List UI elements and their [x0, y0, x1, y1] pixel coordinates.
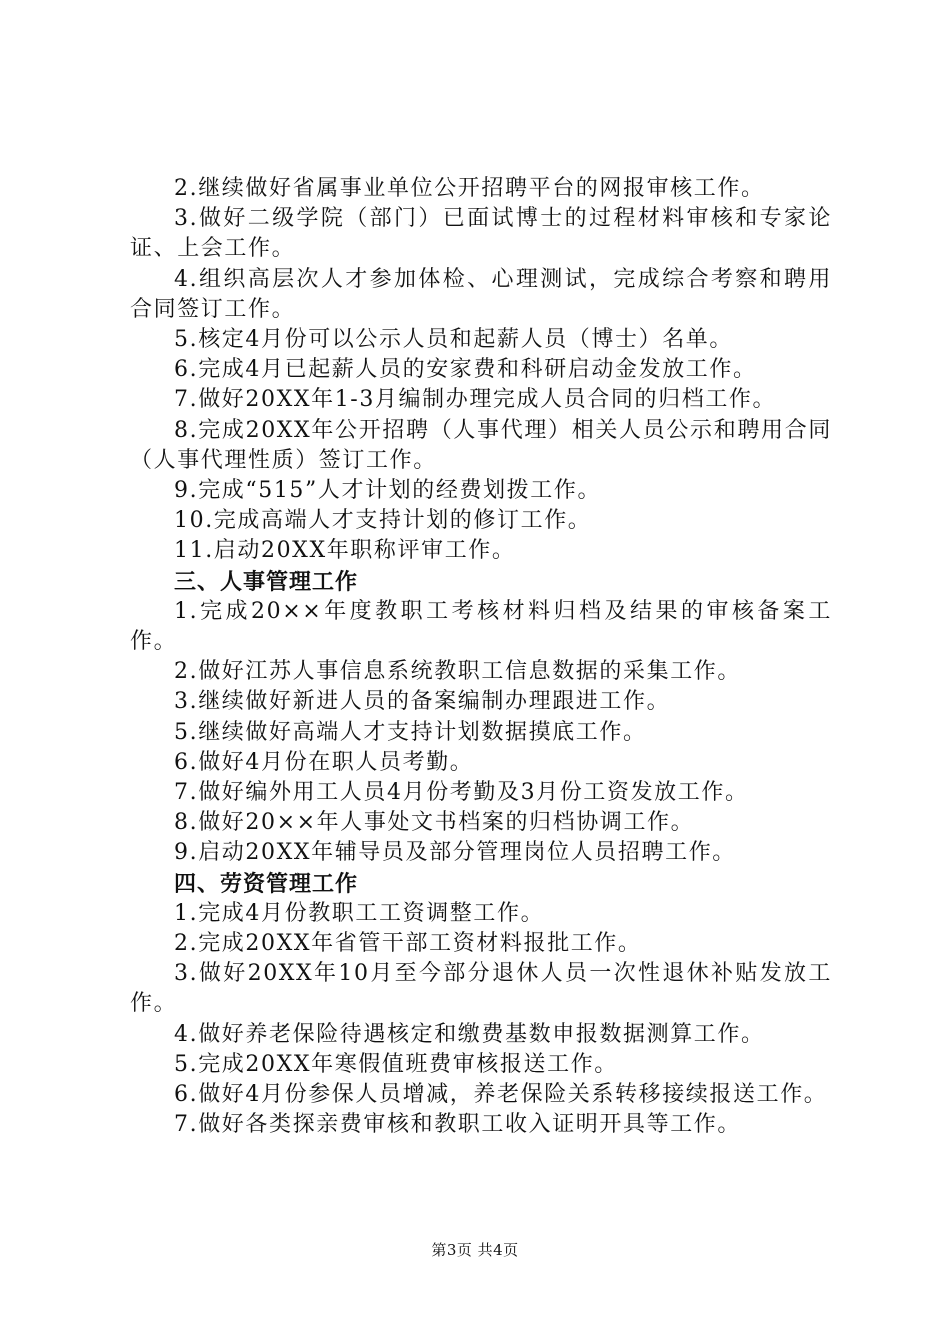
section-heading: 三、人事管理工作 [174, 568, 359, 595]
list-item: 8.做好20××年人事处文书档案的归档协调工作。 [174, 810, 695, 836]
list-item: 3.做好二级学院（部门）已面试博士的过程材料审核和专家论证、上会工作。 [130, 206, 832, 262]
list-item: 5.核定4月份可以公示人员和起薪人员（博士）名单。 [174, 327, 733, 353]
list-item: 7.做好各类探亲费审核和教职工收入证明开具等工作。 [174, 1112, 741, 1138]
page-number-label: 第3页 共4页 [431, 1241, 519, 1259]
list-item: 5.完成20XX年寒假值班费审核报送工作。 [174, 1051, 618, 1077]
page-footer [0, 1239, 950, 1260]
list-item: 1.完成4月份教职工工资调整工作。 [174, 900, 545, 926]
list-item: 9.完成“515”人才计划的经费划拨工作。 [174, 478, 602, 504]
list-item: 2.继续做好省属事业单位公开招聘平台的网报审核工作。 [174, 176, 765, 201]
list-item: 8.完成20XX年公开招聘（人事代理）相关人员公示和聘用合同（人事代理性质）签订工作。 [130, 417, 832, 473]
list-item: 7.做好20XX年1-3月编制办理完成人员合同的归档工作。 [174, 387, 777, 413]
list-item: 10.完成高端人才支持计划的修订工作。 [174, 508, 592, 534]
list-item: 11.启动20XX年职称评审工作。 [174, 538, 516, 564]
document-body [130, 174, 832, 1141]
list-item: 2.做好江苏人事信息系统教职工信息数据的采集工作。 [174, 659, 741, 685]
list-item: 5.继续做好高端人才支持计划数据摸底工作。 [174, 719, 647, 745]
list-item: 6.完成4月已起薪人员的安家费和科研启动金发放工作。 [174, 357, 757, 383]
list-item: 9.启动20XX年辅导员及部分管理岗位人员招聘工作。 [174, 840, 736, 866]
list-item: 4.组织高层次人才参加体检、心理测试，完成综合考察和聘用合同签订工作。 [130, 266, 832, 322]
list-item: 3.继续做好新进人员的备案编制办理跟进工作。 [174, 689, 671, 715]
section-heading: 四、劳资管理工作 [174, 870, 359, 897]
list-item: 6.做好4月份参保人员增减，养老保险关系转移接续报送工作。 [174, 1082, 828, 1108]
list-item: 1.完成20××年度教职工考核材料归档及结果的审核备案工作。 [130, 598, 832, 655]
list-item: 3.做好20XX年10月至今部分退休人员一次性退休补贴发放工作。 [130, 961, 832, 1017]
list-item: 4.做好养老保险待遇核定和缴费基数申报数据测算工作。 [174, 1021, 765, 1047]
list-item: 2.完成20XX年省管干部工资材料报批工作。 [174, 931, 642, 957]
list-item: 7.做好编外用工人员4月份考勤及3月份工资发放工作。 [174, 780, 749, 806]
list-item: 6.做好4月份在职人员考勤。 [174, 749, 474, 775]
